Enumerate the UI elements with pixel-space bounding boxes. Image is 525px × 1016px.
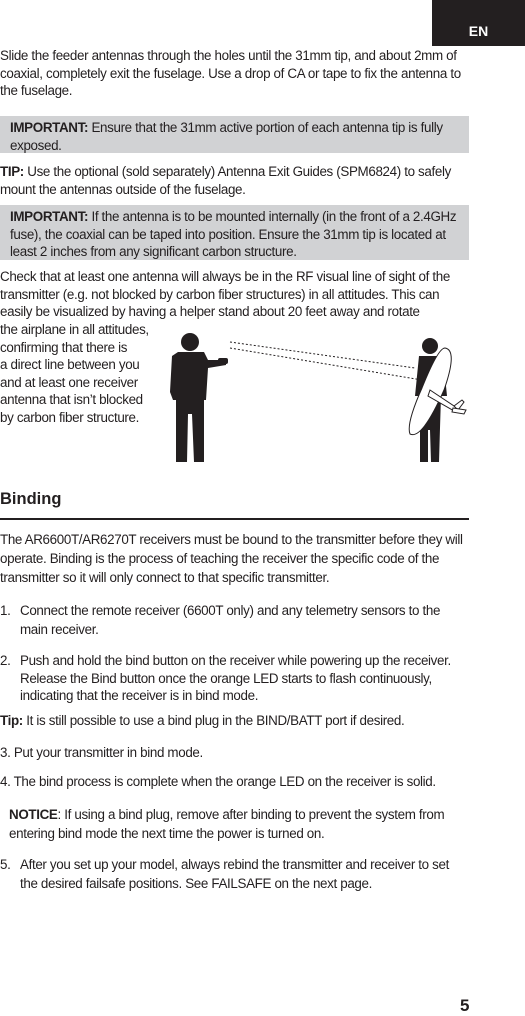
important-box-2 xyxy=(0,205,469,260)
tip-text: Use the optional (sold separately) Antenna Exit Guides (SPM6824) to safely mount the antennas outside of the fuselage. xyxy=(0,164,451,197)
binding-tip xyxy=(0,712,469,730)
check-paragraph-continued xyxy=(0,321,160,427)
step-3: 3. Put your transmitter in bind mode. xyxy=(0,745,203,760)
text-line: the airplane in all attitudes, xyxy=(0,322,149,337)
step-number: 1. xyxy=(0,603,11,618)
step-2 xyxy=(0,652,469,705)
intro-paragraph: Slide the feeder antennas through the holes until the 31mm tip, and about 2mm of coaxial, completely exit the fuselage. Use a drop of CA or tape to fix the antenna to the fuselage. xyxy=(0,48,461,99)
important-text: If the antenna is to be mounted internally (in the front of a 2.4GHz fuse), the coaxial can be taped into position. Ensure the 31mm tip is located at least 2 inches from any significant carbon structure. xyxy=(10,209,457,260)
tip-text: It is still possible to use a bind plug in the BIND/BATT port if desired. xyxy=(22,713,405,728)
heading-rule xyxy=(0,518,469,520)
text-line: a direct line between you xyxy=(0,357,140,373)
important-box-1 xyxy=(0,116,469,153)
step-4: 4. The bind process is complete when the orange LED on the receiver is solid. xyxy=(0,774,436,789)
tip-paragraph xyxy=(0,163,469,198)
tip-label: Tip: xyxy=(0,713,23,728)
step-text: Push and hold the bind button on the receiver while powering up the receiver. Release the Bind button once the orange LED starts to flash continuously, indicating that the receiver is in bind mode. xyxy=(20,653,451,704)
step-text: Connect the remote receiver (6600T only) and any telemetry sensors to the main receiver. xyxy=(20,603,441,638)
binding-heading: Binding xyxy=(0,490,62,508)
text-line: antenna that isn’t blocked xyxy=(0,392,143,408)
notice-label: NOTICE xyxy=(9,807,58,822)
sight-line-upper xyxy=(230,342,415,368)
tip-label: TIP: xyxy=(0,164,24,179)
step-number: 5. xyxy=(0,857,11,872)
text-line: confirming that there is xyxy=(0,339,128,355)
check-paragraph: Check that at least one antenna will always be in the RF visual line of sight of the transmitter (e.g. not blocked by carbon fiber structures) in all attitudes. This can easily be visualized by having a helper stand about 20 feet away and rotate xyxy=(0,269,450,320)
text-line: and at least one receiver xyxy=(0,374,138,390)
notice-text: : If using a bind plug, remove after binding to prevent the system from entering bind mode the next time the power is turned on. xyxy=(9,807,445,842)
important-label: IMPORTANT: xyxy=(10,209,89,224)
page-number: 5 xyxy=(460,996,470,1015)
text-line: by carbon fiber structure. xyxy=(0,409,140,425)
important-label: IMPORTANT: xyxy=(10,120,89,135)
line-of-sight-illustration xyxy=(160,330,470,470)
pilot-figure xyxy=(170,333,228,462)
language-tab: EN xyxy=(432,0,525,46)
step-5 xyxy=(0,855,469,893)
step-text: After you set up your model, always rebind the transmitter and receiver to set the desired failsafe positions. See FAILSAFE on the next page. xyxy=(20,857,449,892)
important-text: Ensure that the 31mm active portion of each antenna tip is fully exposed. xyxy=(10,120,443,153)
notice-paragraph xyxy=(9,805,449,843)
sight-line-lower xyxy=(230,348,422,380)
binding-intro: The AR6600T/AR6270T receivers must be bound to the transmitter before they will operate. Binding is the process of teaching the receiver the specific code of the transmitter so it will only connect to that specific transmitter. xyxy=(0,532,463,586)
step-number: 2. xyxy=(0,653,11,668)
step-1 xyxy=(0,601,469,639)
